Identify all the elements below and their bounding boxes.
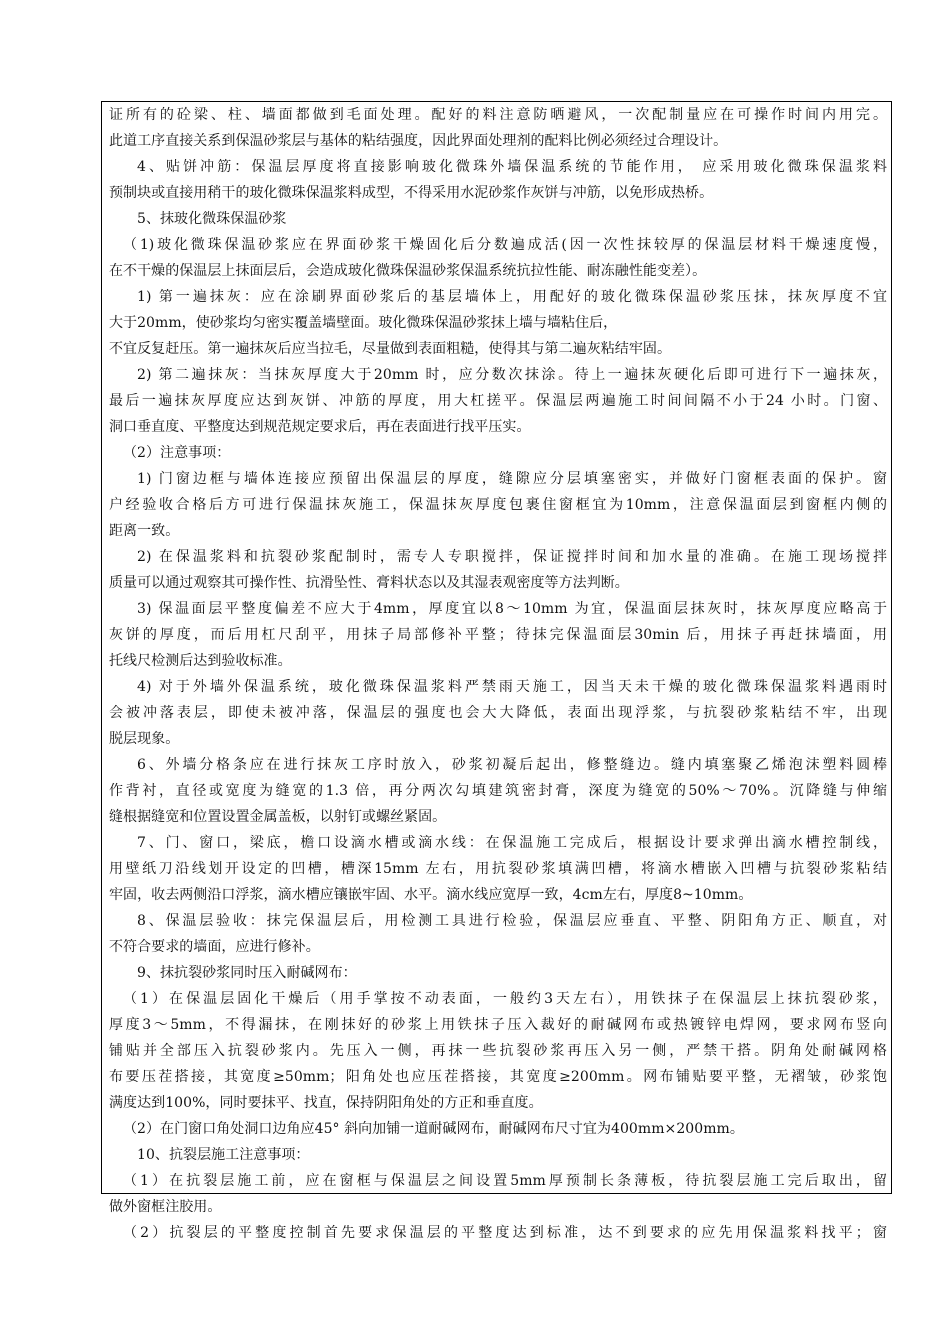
text-line: 1) 第一遍抹灰：应在涂刷界面砂浆后的基层墙体上，用配好的玻化微珠保温砂浆压抹，抹灰厚度不宜 — [137, 289, 887, 305]
text-line: 会被冲落表层，即使未被冲落，保温层的强度也会大大降低，表面出现浮浆，与抗裂砂浆粘结不牢，出现 — [109, 705, 887, 721]
text-line: 1) 门窗边框与墙体连接应预留出保温层的厚度，缝隙应分层填塞密实，并做好门窗框表面的保护。窗 — [137, 471, 887, 487]
text-line: 洞口垂直度、平整度达到规范规定要求后，再在表面进行找平压实。 — [109, 419, 531, 435]
text-line: （2）在门窗口角处洞口边角应45° 斜向加铺一道耐碱网布，耐碱网布尺寸宜为400mm×200mm。 — [123, 1121, 744, 1137]
text-line: 2) 在保温浆料和抗裂砂浆配制时，需专人专职搅拌，保证搅拌时间和加水量的准确。在施工现场搅拌 — [137, 549, 887, 565]
text-line: 牢固，收去两侧沿口浮浆，滴水槽应镶嵌牢固、水平。滴水线应宽厚一致，4cm左右，厚度8~10mm。 — [109, 887, 753, 903]
text-line: 8、保温层验收：抹完保温层后，用检测工具进行检验，保温层应垂直、平整、阴阳角方正、顺直，对 — [137, 913, 887, 929]
text-line: 在不干燥的保温层上抹面层后，会造成玻化微珠保温砂浆保温系统抗拉性能、耐冻融性能变差）。 — [109, 263, 707, 279]
text-line: （2）抗裂层的平整度控制首先要求保温层的平整度达到标准，达不到要求的应先用保温浆料找平；窗 — [123, 1225, 887, 1241]
text-line: 不符合要求的墙面，应进行修补。 — [109, 939, 320, 955]
text-line: 作背衬，直径或宽度为缝宽的1.3 倍，再分两次勾填建筑密封膏，深度为缝宽的50%～70%。沉降缝与伸缩 — [109, 783, 887, 799]
text-line: 脱层现象。 — [109, 731, 180, 747]
text-line: 不宜反复赶压。第一遍抹灰后应当拉毛，尽量做到表面粗糙，使得其与第二遍灰粘结牢固。 — [109, 341, 671, 357]
text-line: 10、抗裂层施工注意事项： — [137, 1147, 310, 1163]
text-line: 7、门、窗口，梁底，檐口设滴水槽或滴水线：在保温施工完成后，根据设计要求弹出滴水槽控制线， — [137, 835, 887, 851]
text-line: 9、抹抗裂砂浆同时压入耐碱网布： — [137, 965, 357, 981]
text-line: 3) 保温面层平整度偏差不应大于4mm，厚度宜以8～10mm 为宜，保温面层抹灰时，抹灰厚度应略高于 — [137, 601, 887, 617]
text-line: （2）注意事项： — [123, 445, 231, 461]
text-line: （1）在抗裂层施工前，应在窗框与保温层之间设置5mm厚预制长条薄板，待抗裂层施工完后取出，留 — [123, 1173, 887, 1189]
text-line: 厚度3～5mm，不得漏抹，在刚抹好的砂浆上用铁抹子压入裁好的耐碱网布或热镀锌电焊网，要求网布竖向 — [109, 1017, 887, 1033]
text-line: 此道工序直接关系到保温砂浆层与基体的粘结强度，因此界面处理剂的配料比例必须经过合理设计。 — [109, 133, 728, 149]
text-line: 布要压茬搭接，其宽度≥50mm；阳角处也应压茬搭接，其宽度≥200mm。网布铺贴要平整，无褶皱，砂浆饱 — [109, 1069, 887, 1085]
text-line: 2) 第二遍抹灰：当抹灰厚度大于20mm 时，应分数次抹涂。待上一遍抹灰硬化后即可进行下一遍抹灰， — [137, 367, 887, 383]
text-line: 铺贴并全部压入抗裂砂浆内。先压入一侧，再抹一些抗裂砂浆再压入另一侧，严禁干搭。阴角处耐碱网格 — [109, 1043, 887, 1059]
text-line: 6、外墙分格条应在进行抹灰工序时放入，砂浆初凝后起出，修整缝边。缝内填塞聚乙烯泡沫塑料圆棒 — [137, 757, 887, 773]
text-line: 距离一致。 — [109, 523, 180, 539]
text-line: 大于20mm，使砂浆均匀密实覆盖墙壁面。玻化微珠保温砂浆抹上墙与墙粘住后， — [109, 315, 618, 331]
text-line: （1)玻化微珠保温砂浆应在界面砂浆干燥固化后分数遍成活(因一次性抹较厚的保温层材料干燥速度慢， — [123, 237, 887, 253]
text-line: 户经验收合格后方可进行保温抹灰施工，保温抹灰厚度包裹住窗框宜为10mm，注意保温面层到窗框内侧的 — [109, 497, 887, 513]
text-line: 5、抹玻化微珠保温砂浆 — [137, 211, 287, 227]
text-line: 4、贴饼冲筋：保温层厚度将直接影响玻化微珠外墙保温系统的节能作用， 应采用玻化微珠保温浆料 — [137, 159, 887, 175]
text-line: 4) 对于外墙外保温系统，玻化微珠保温浆料严禁雨天施工，因当天未干燥的玻化微珠保温浆料遇雨时 — [137, 679, 887, 695]
text-line: 用壁纸刀沿线划开设定的凹槽，槽深15mm 左右，用抗裂砂浆填满凹槽，将滴水槽嵌入凹槽与抗裂砂浆粘结 — [109, 861, 887, 877]
text-line: （1）在保温层固化干燥后（用手掌按不动表面，一般约3天左右），用铁抹子在保温层上抹抗裂砂浆， — [123, 991, 887, 1007]
text-line: 做外窗框注胶用。 — [109, 1199, 222, 1215]
text-line: 证所有的砼梁、柱、墙面都做到毛面处理。配好的料注意防晒避风，一次配制量应在可操作时间内用完。 — [109, 107, 887, 123]
text-line: 质量可以通过观察其可操作性、抗滑坠性、膏料状态以及其湿表观密度等方法判断。 — [109, 575, 629, 591]
text-line: 预制块或直接用稍干的玻化微珠保温浆料成型，不得采用水泥砂浆作灰饼与冲筋，以免形成热桥。 — [109, 185, 714, 201]
text-line: 满度达到100%，同时要抹平、找直，保持阴阳角处的方正和垂直度。 — [109, 1095, 543, 1111]
text-line: 最后一遍抹灰厚度应达到灰饼、冲筋的厚度，用大杠搓平。保温层两遍施工时间间隔不小于24 小时。门窗、 — [109, 393, 887, 409]
text-line: 灰饼的厚度，而后用杠尺刮平，用抹子局部修补平整；待抹完保温面层30min 后，用抹子再赶抹墙面，用 — [109, 627, 887, 643]
text-line: 托线尺检测后达到验收标准。 — [109, 653, 292, 669]
text-line: 缝根据缝宽和位置设置金属盖板，以射钉或螺丝紧固。 — [109, 809, 447, 825]
